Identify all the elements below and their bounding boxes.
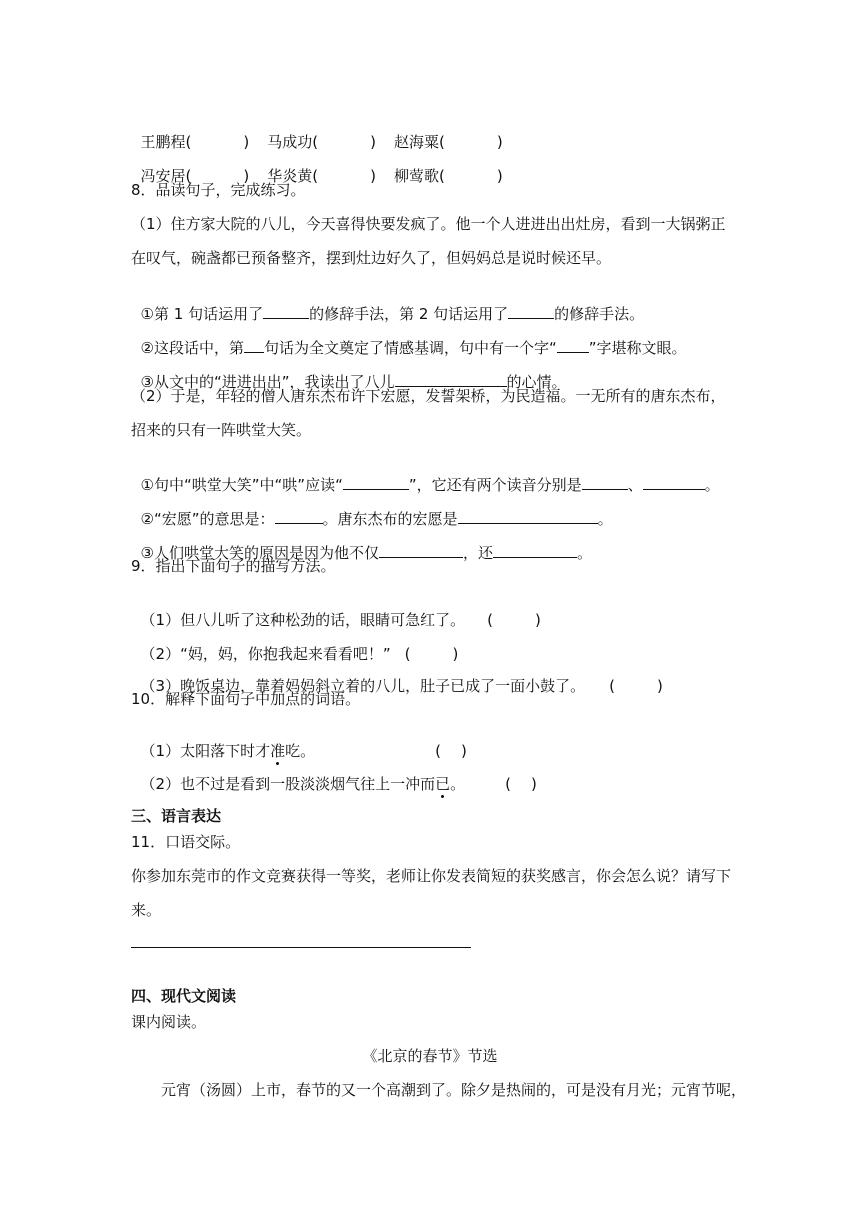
answer-blank[interactable] <box>643 474 705 490</box>
q8-passage2-line2: 招来的只有一阵哄堂大笑。 <box>131 421 312 439</box>
q8-sub1: ①第 1 句话运用了 的修辞手法，第 2 句话运用了 的修辞手法。 <box>140 305 645 323</box>
reading-subheading: 课内阅读。 <box>131 1013 207 1031</box>
q8-sub5: ②“宏愿”的意思是： 。唐东杰布的宏愿是 。 <box>140 510 613 528</box>
q11-prompt-line1: 你参加东莞市的作文竞赛获得一等奖，老师让你发表简短的获奖感言，你会怎么说？请写下 <box>131 867 732 885</box>
answer-blank[interactable] <box>395 371 507 387</box>
name-row-2: 冯安居( ) 华炎黄( ) 柳莺歌( ) <box>140 167 503 185</box>
q8-passage1-line1: （1）住方家大院的八儿，今天喜得快要发疯了。他一个人进进出出灶房，看到一大锅粥正 <box>131 215 726 233</box>
q10-item-1: （1）太阳落下时才准吃。 ( ) <box>140 742 467 760</box>
q11-prompt-line2: 来。 <box>131 901 162 919</box>
q9-item-2: （2）“妈，妈，你抱我起来看看吧！” ( ) <box>140 645 459 663</box>
answer-blank[interactable] <box>379 542 463 558</box>
q10-item-2: （2）也不过是看到一股淡淡烟气往上一冲而已。 ( ) <box>140 775 537 793</box>
passage-title: 《北京的春节》节选 <box>362 1047 498 1065</box>
q8-passage1-line2: 在叹气，碗盏都已预备整齐，摆到灶边好久了，但妈妈总是说时候还早。 <box>131 249 612 267</box>
q8-passage2-line1: （2）于是，年轻的僧人唐东杰布许下宏愿，发誓架桥，为民造福。一无所有的唐东杰布， <box>131 387 726 405</box>
section-4-heading: 四、现代文阅读 <box>131 987 237 1005</box>
q10-title: 10．解释下面句子中加点的词语。 <box>131 690 361 708</box>
answer-line[interactable] <box>131 947 471 948</box>
q8-sub6: ③人们哄堂大笑的原因是因为他不仅 ，还 。 <box>140 544 593 562</box>
name-label: 王鹏程( <box>140 133 192 151</box>
q8-sub2: ②这段话中，第 句话为全文奠定了情感基调，句中有一个字“ ”字堪称文眼。 <box>140 339 687 357</box>
q8-title: 8．品读句子，完成练习。 <box>131 181 306 199</box>
q8-sub4: ①句中“哄堂大笑”中“哄”应读“ ”，它还有两个读音分别是 、 。 <box>140 476 720 494</box>
dotted-word: 准 <box>270 742 286 760</box>
q9-item-3: （3）晚饭桌边，靠着妈妈斜立着的八儿，肚子已成了一面小鼓了。 ( ) <box>140 677 663 695</box>
q9-item-1: （1）但八儿听了这种松劲的话，眼睛可急红了。 ( ) <box>140 611 541 629</box>
passage-line-1: 元宵（汤圆）上市，春节的又一个高潮到了。除夕是热闹的，可是没有月光；元宵节呢， <box>161 1081 747 1099</box>
dotted-word: 已 <box>435 775 451 793</box>
name-label: 赵海粟( <box>393 133 445 151</box>
answer-blank[interactable] <box>493 542 577 558</box>
q8-sub3: ③从文中的“进进出出”，我读出了八儿 的心情。 <box>140 373 567 391</box>
section-3-heading: 三、语言表达 <box>131 807 222 825</box>
name-label: 华炎黄( <box>267 167 319 185</box>
name-label: 柳莺歌( <box>393 167 445 185</box>
q9-title: 9．指出下面句子的描写方法。 <box>131 557 336 575</box>
q11-title: 11．口语交际。 <box>131 833 241 851</box>
name-label: 马成功( <box>267 133 319 151</box>
name-row-1: 王鹏程( ) 马成功( ) 赵海粟( ) <box>140 133 503 151</box>
name-label: 冯安居( <box>140 167 192 185</box>
